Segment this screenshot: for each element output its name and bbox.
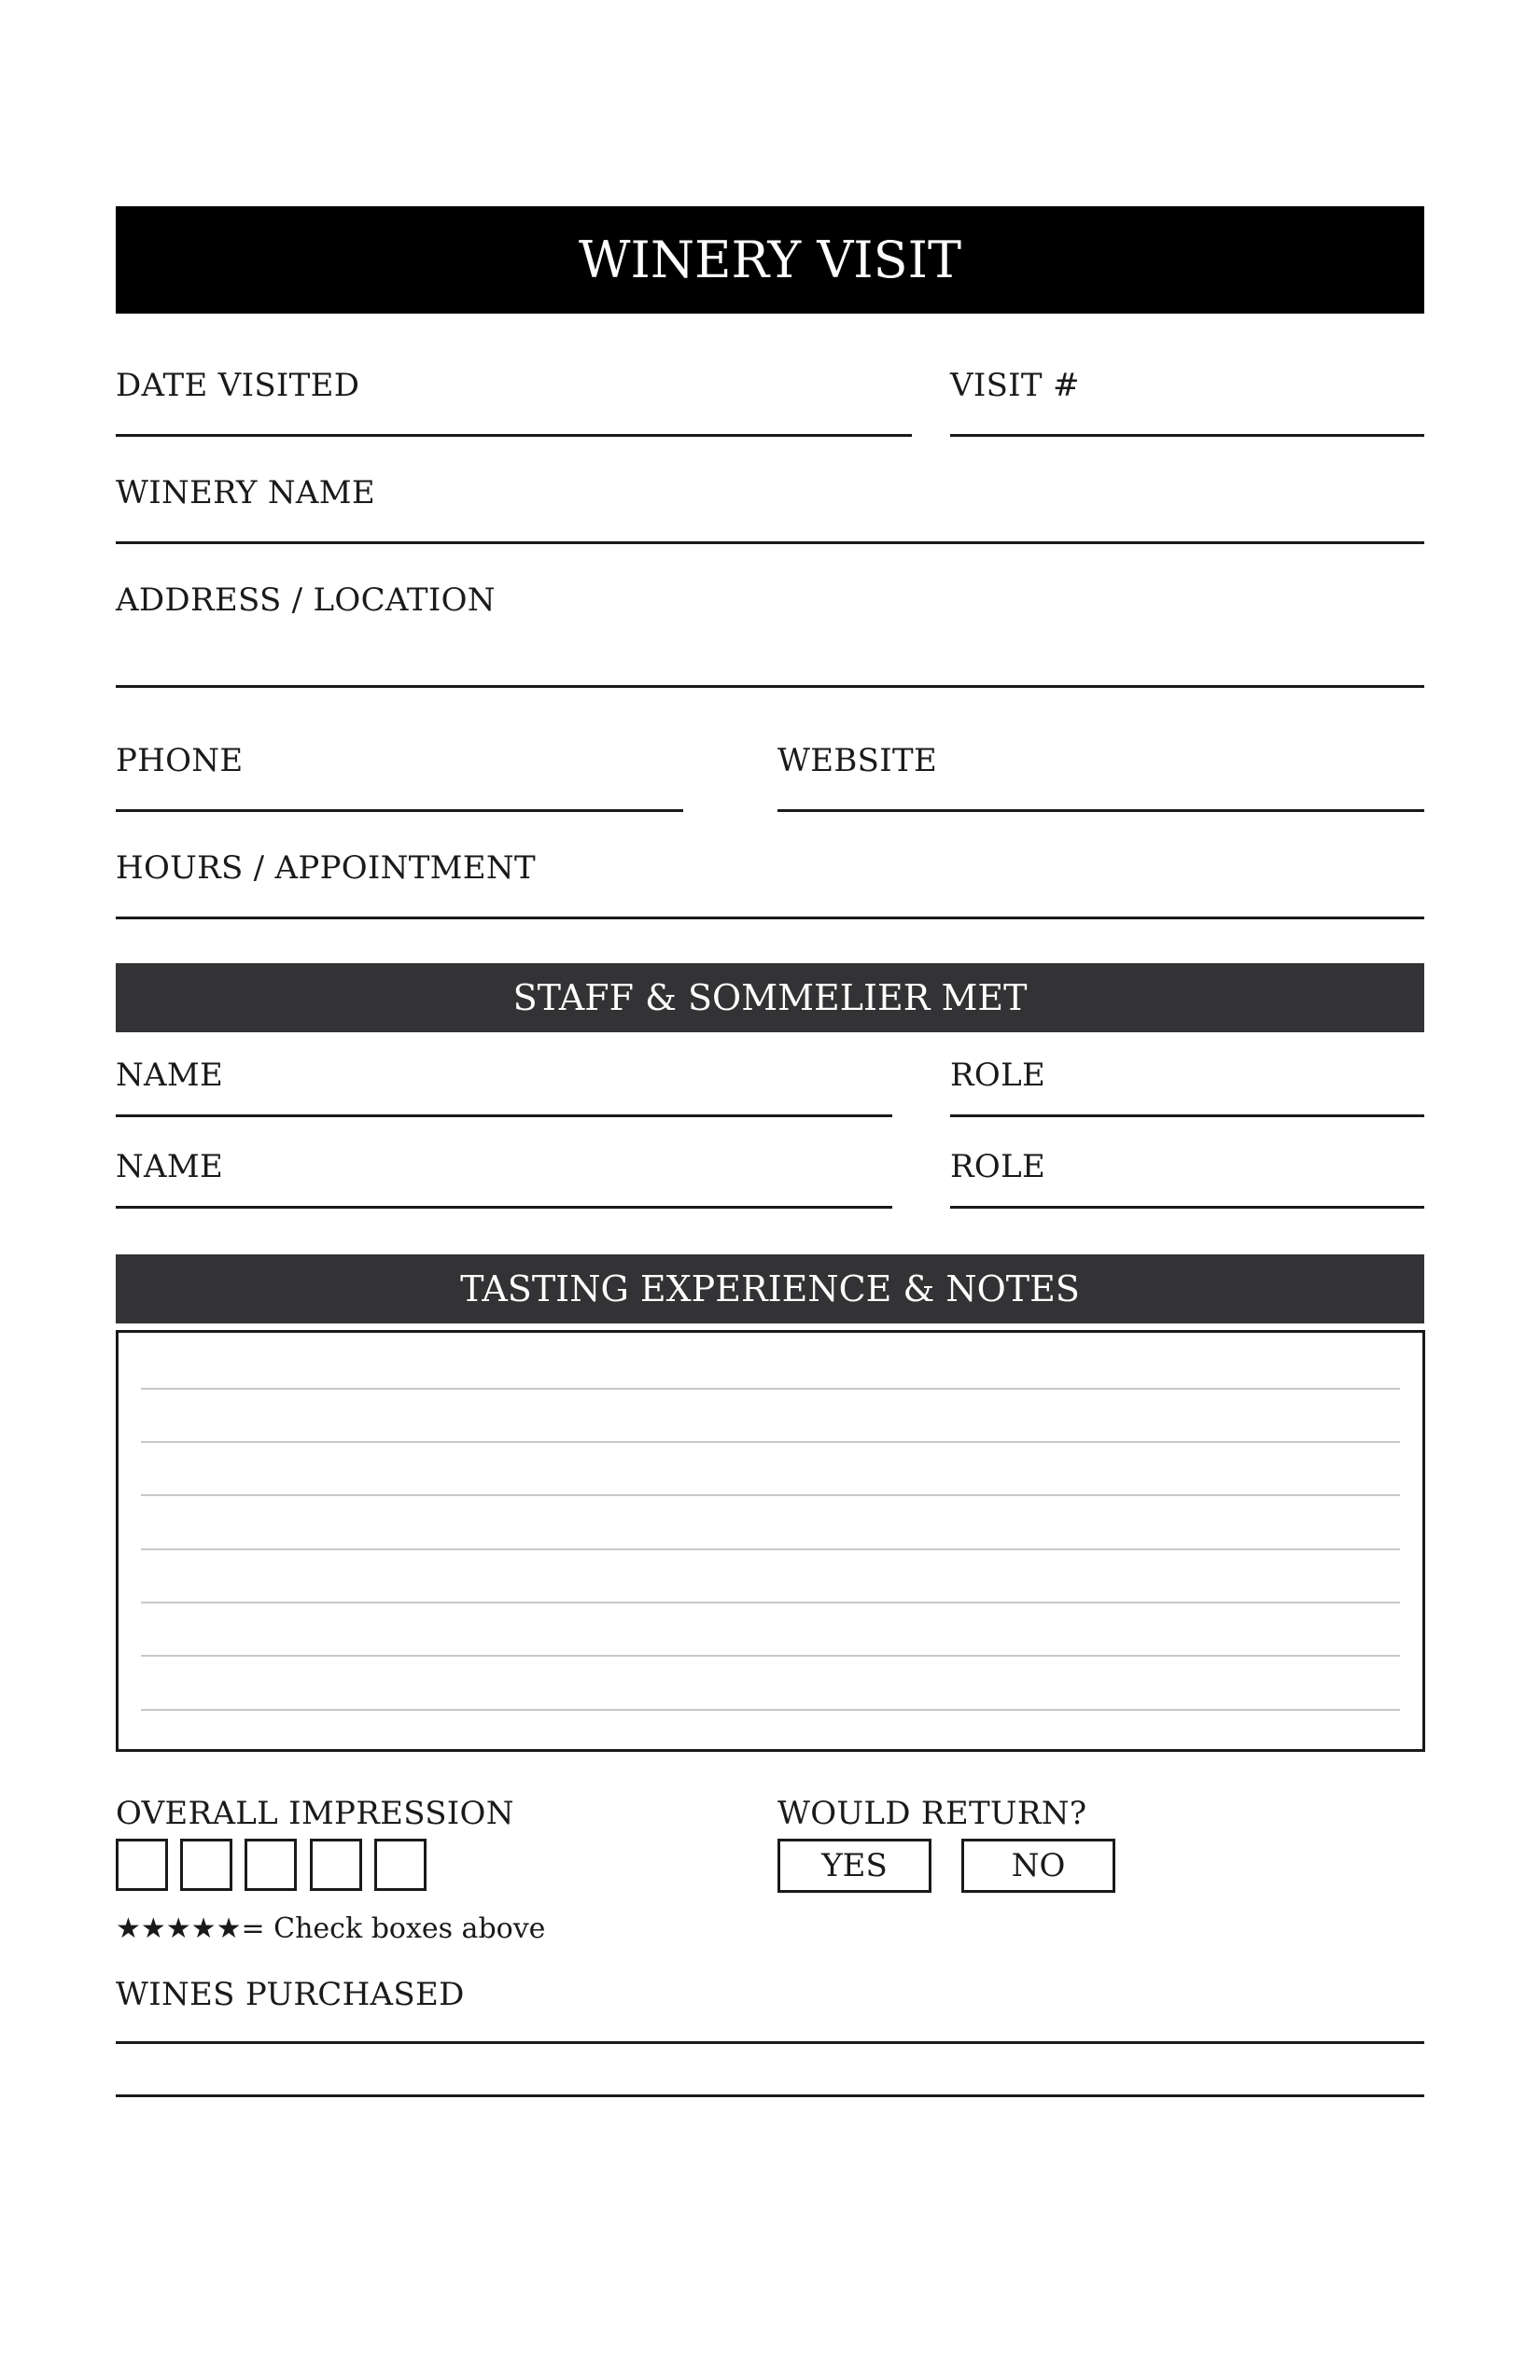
address-field[interactable] [116,685,1424,688]
staff-role-field-1[interactable] [950,1114,1424,1117]
wines-purchased-field-1[interactable] [116,2041,1424,2044]
notes-line [141,1548,1400,1550]
wines-purchased-field-2[interactable] [116,2094,1424,2097]
rating-box-1[interactable] [116,1839,168,1891]
visit-number-field[interactable] [950,434,1424,437]
address-label: ADDRESS / LOCATION [116,581,496,619]
website-label: WEBSITE [777,742,938,779]
staff-name-label-1: NAME [116,1057,224,1094]
phone-field[interactable] [116,809,683,812]
notes-line [141,1655,1400,1657]
rating-box-5[interactable] [374,1839,427,1891]
staff-section-title: STAFF & SOMMELIER MET [512,977,1028,1018]
notes-line [141,1709,1400,1711]
tasting-section-title: TASTING EXPERIENCE & NOTES [460,1268,1080,1309]
staff-name-field-1[interactable] [116,1114,892,1117]
staff-role-field-2[interactable] [950,1206,1424,1209]
website-field[interactable] [777,809,1424,812]
return-yes-button[interactable] [777,1839,931,1893]
rating-hint: ★★★★★= Check boxes above [116,1912,546,1945]
phone-label: PHONE [116,742,244,779]
tasting-notes-box[interactable] [116,1330,1425,1752]
rating-box-2[interactable] [180,1839,232,1891]
hours-field[interactable] [116,917,1424,919]
staff-role-label-2: ROLE [950,1148,1046,1185]
date-visited-label: DATE VISITED [116,367,360,404]
return-yes-label: YES [821,1847,888,1884]
hours-label: HOURS / APPOINTMENT [116,849,536,887]
rating-box-3[interactable] [245,1839,297,1891]
form-title: WINERY VISIT [579,231,961,289]
tasting-section-header [116,1254,1424,1323]
staff-section-header [116,963,1424,1032]
staff-role-label-1: ROLE [950,1057,1046,1094]
overall-impression-label: OVERALL IMPRESSION [116,1795,514,1832]
return-no-button[interactable] [961,1839,1115,1893]
wines-purchased-label: WINES PURCHASED [116,1976,465,2013]
notes-line [141,1441,1400,1443]
staff-name-field-2[interactable] [116,1206,892,1209]
winery-name-label: WINERY NAME [116,474,375,511]
would-return-label: WOULD RETURN? [777,1795,1087,1832]
notes-line [141,1494,1400,1496]
date-visited-field[interactable] [116,434,912,437]
notes-line [141,1388,1400,1390]
winery-name-field[interactable] [116,541,1424,544]
staff-name-label-2: NAME [116,1148,224,1185]
form-title-bar [116,206,1424,314]
rating-box-4[interactable] [310,1839,362,1891]
notes-line [141,1602,1400,1603]
return-no-label: NO [1011,1847,1066,1884]
visit-number-label: VISIT # [950,367,1080,404]
